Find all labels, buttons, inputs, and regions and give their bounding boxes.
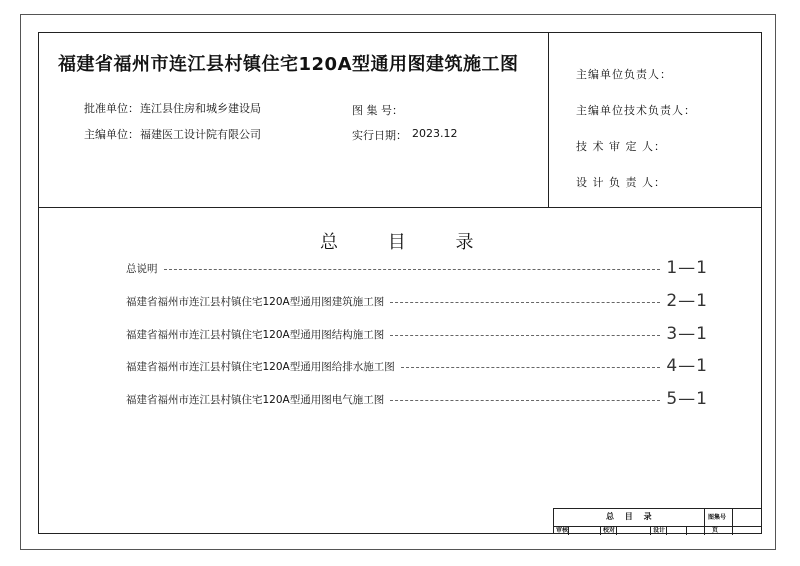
toc-item [126,324,708,344]
approval-unit-label: 批准单位： [84,102,139,115]
toc-item [126,356,708,376]
technical-reviewer: 技 术 审 定 人： [576,140,666,153]
toc-item [126,389,708,409]
title-block-top-row [554,509,762,527]
design-lead: 设 计 负 责 人： [576,176,666,189]
toc-item-page: 1—1 [666,258,708,278]
toc-item-label: 福建省福州市连江县村镇住宅120A型通用图电气施工图 [126,393,385,406]
toc-item [126,258,708,278]
toc-item-page: 2—1 [666,291,708,311]
title-block-divider [616,526,617,535]
chief-unit-tech-head: 主编单位技术负责人： [576,104,696,117]
approval-unit-value: 连江县住房和城乡建设局 [140,102,261,115]
title-block-divider [600,526,601,535]
toc-item-label: 福建省福州市连江县村镇住宅120A型通用图给排水施工图 [126,360,395,373]
title-block-check-label: 校对 [603,527,616,534]
toc-leader [390,400,660,401]
editor-unit-label: 主编单位： [84,128,139,141]
title-block-divider [568,526,569,535]
title-block-divider [732,509,733,535]
title-block-page-label: 页 [712,527,719,534]
toc-item-label: 福建省福州市连江县村镇住宅120A型通用图结构施工图 [126,328,385,341]
title-block-design-label: 设计 [653,527,666,534]
header-divider [38,207,762,208]
toc-leader [401,367,661,368]
atlas-number-label: 图 集 号： [352,104,403,117]
toc-leader [390,302,660,303]
title-block-divider [650,526,651,535]
toc-item-page: 3—1 [666,324,708,344]
effective-date-value: 2023.12 [412,127,458,140]
chief-unit-head: 主编单位负责人： [576,68,672,81]
title-block-review-label: 审核 [556,527,569,534]
toc-leader [164,269,661,270]
toc-item-label: 福建省福州市连江县村镇住宅120A型通用图建筑施工图 [126,295,385,308]
title-block-divider [666,526,667,535]
toc-leader [390,335,660,336]
toc-item [126,291,708,311]
drawing-title: 福建省福州市连江县村镇住宅120A型通用图建筑施工图 [58,54,519,75]
editor-unit-value: 福建医工设计院有限公司 [140,128,261,141]
title-block-divider [704,509,705,535]
toc-heading: 总 目 录 [320,232,496,253]
toc-item-label: 总说明 [126,262,158,275]
effective-date-label: 实行日期： [352,129,407,142]
title-block-atlas-label: 图集号 [708,514,727,521]
title-block [553,508,762,534]
toc-item-page: 4—1 [666,356,708,376]
title-block-divider [686,526,687,535]
header-vertical-divider [548,32,549,208]
title-block-name: 总 目 录 [606,512,656,521]
toc-item-page: 5—1 [666,389,708,409]
